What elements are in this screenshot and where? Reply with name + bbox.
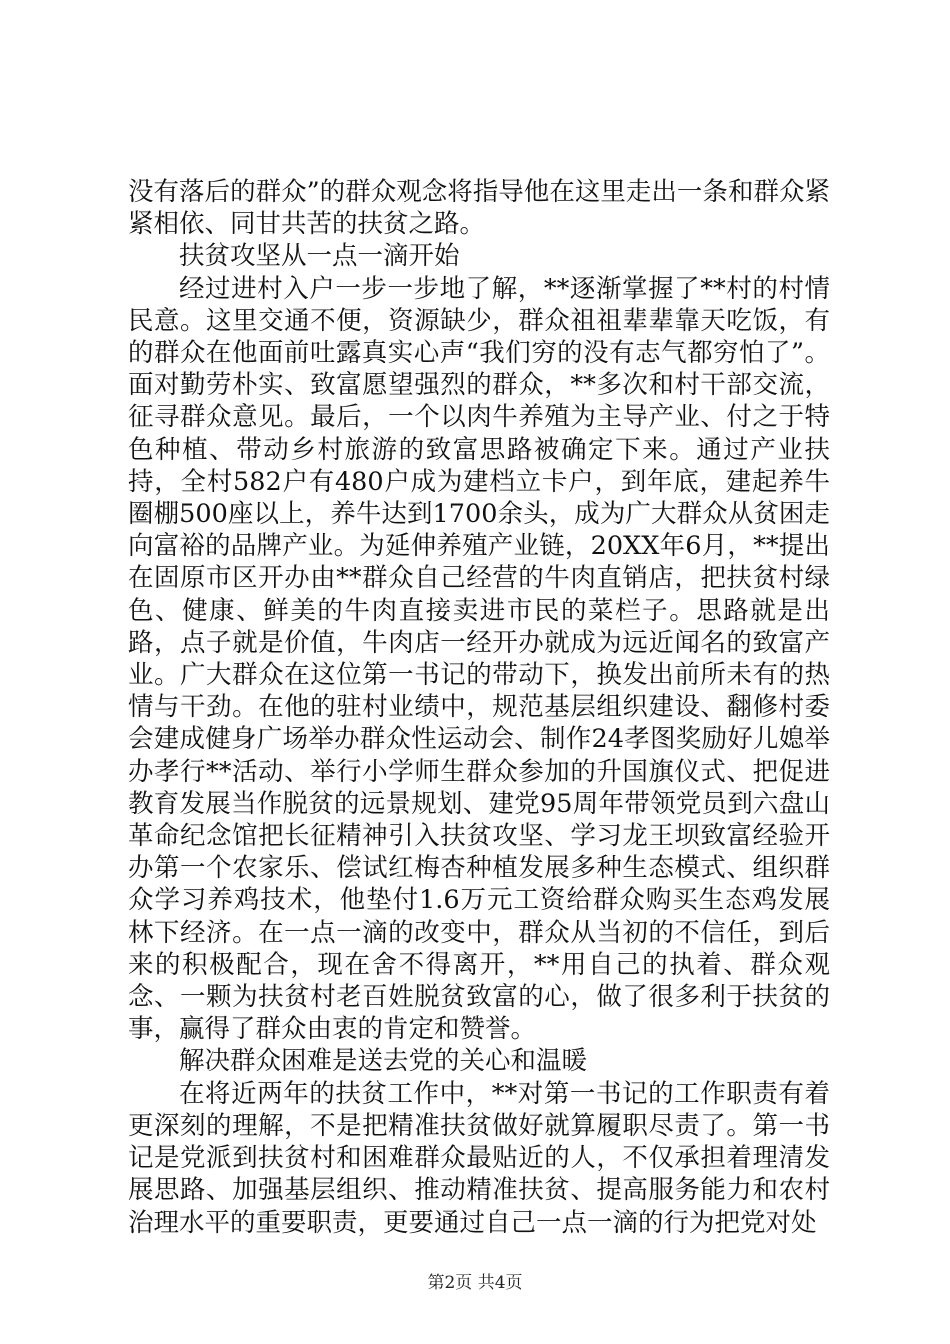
paragraph-body: 经过进村入户一步一步地了解，**逐渐掌握了**村的村情民意。这里交通不便，资源缺少，群众祖祖辈辈靠天吃饭，有的群众在他面前吐露真实心声“我们穷的没有志气都穷怕了”。面对勤劳朴实、致富愿望强烈的群众，**多次和村干部交流，征寻群众意见。最后，一个以肉牛养殖为主导产业、付之于特色种植、带动乡村旅游的致富思路被确定下来。通过产业扶持，全村582户有480户成为建档立卡户，到年底，建起养牛圈棚500座以上，养牛达到1700余头，成为广大群众从贫困走向富裕的品牌产业。为延伸养殖产业链，20XX年6月，**提出在固原市区开办由**群众自己经营的牛肉直销店，把扶贫村绿色、健康、鲜美的牛肉直接卖进市民的菜栏子。思路就是出路，点子就是价值，牛肉店一经开办就成为远近闻名的致富产业。广大群众在这位第一书记的带动下，换发出前所未有的热情与干劲。在他的驻村业绩中，规范基层组织建设、翻修村委会建成健身广场举办群众性运动会、制作24孝图奖励好儿媳举办孝行**活动、举行小学师生群众参加的升国旗仪式、把促进教育发展当作脱贫的远景规划、建党95周年带领党员到六盘山革命纪念馆把长征精神引入扶贫攻坚、学习龙王坝致富经验开办第一个农家乐、偿试红梅杏种植发展多种生态模式、组织群众学习养鸡技术，他垫付1.6万元工资给群众购买生态鸡发展林下经济。在一点一滴的改变中，群众从当初的不信任，到后来的积极配合，现在舍不得离开，**用自己的执着、群众观念、一颗为扶贫村老百姓脱贫致富的心，做了很多利于扶贫的事，赢得了群众由衷的肯定和赞誉。 [128,273,830,1045]
section-heading: 扶贫攻坚从一点一滴开始 [179,241,460,272]
section-heading: 解决群众困难是送去党的关心和温暖 [179,1046,588,1077]
paragraph-body: 在将近两年的扶贫工作中，**对第一书记的工作职责有着更深刻的理解，不是把精准扶贫做好就算履职尽责了。第一书记是党派到扶贫村和困难群众最贴近的人，不仅承担着理清发展思路、加强基层组织、推动精准扶贫、提高服务能力和农村治理水平的重要职责，更要通过自己一点一滴的行为把党对处 [128,1078,830,1238]
paragraph-continuation: 没有落后的群众”的群众观念将指导他在这里走出一条和群众紧紧相依、同甘共苦的扶贫之路。 [128,177,830,240]
page-number-footer: 第2页 共4页 [427,1273,523,1293]
document-body [128,176,830,1239]
